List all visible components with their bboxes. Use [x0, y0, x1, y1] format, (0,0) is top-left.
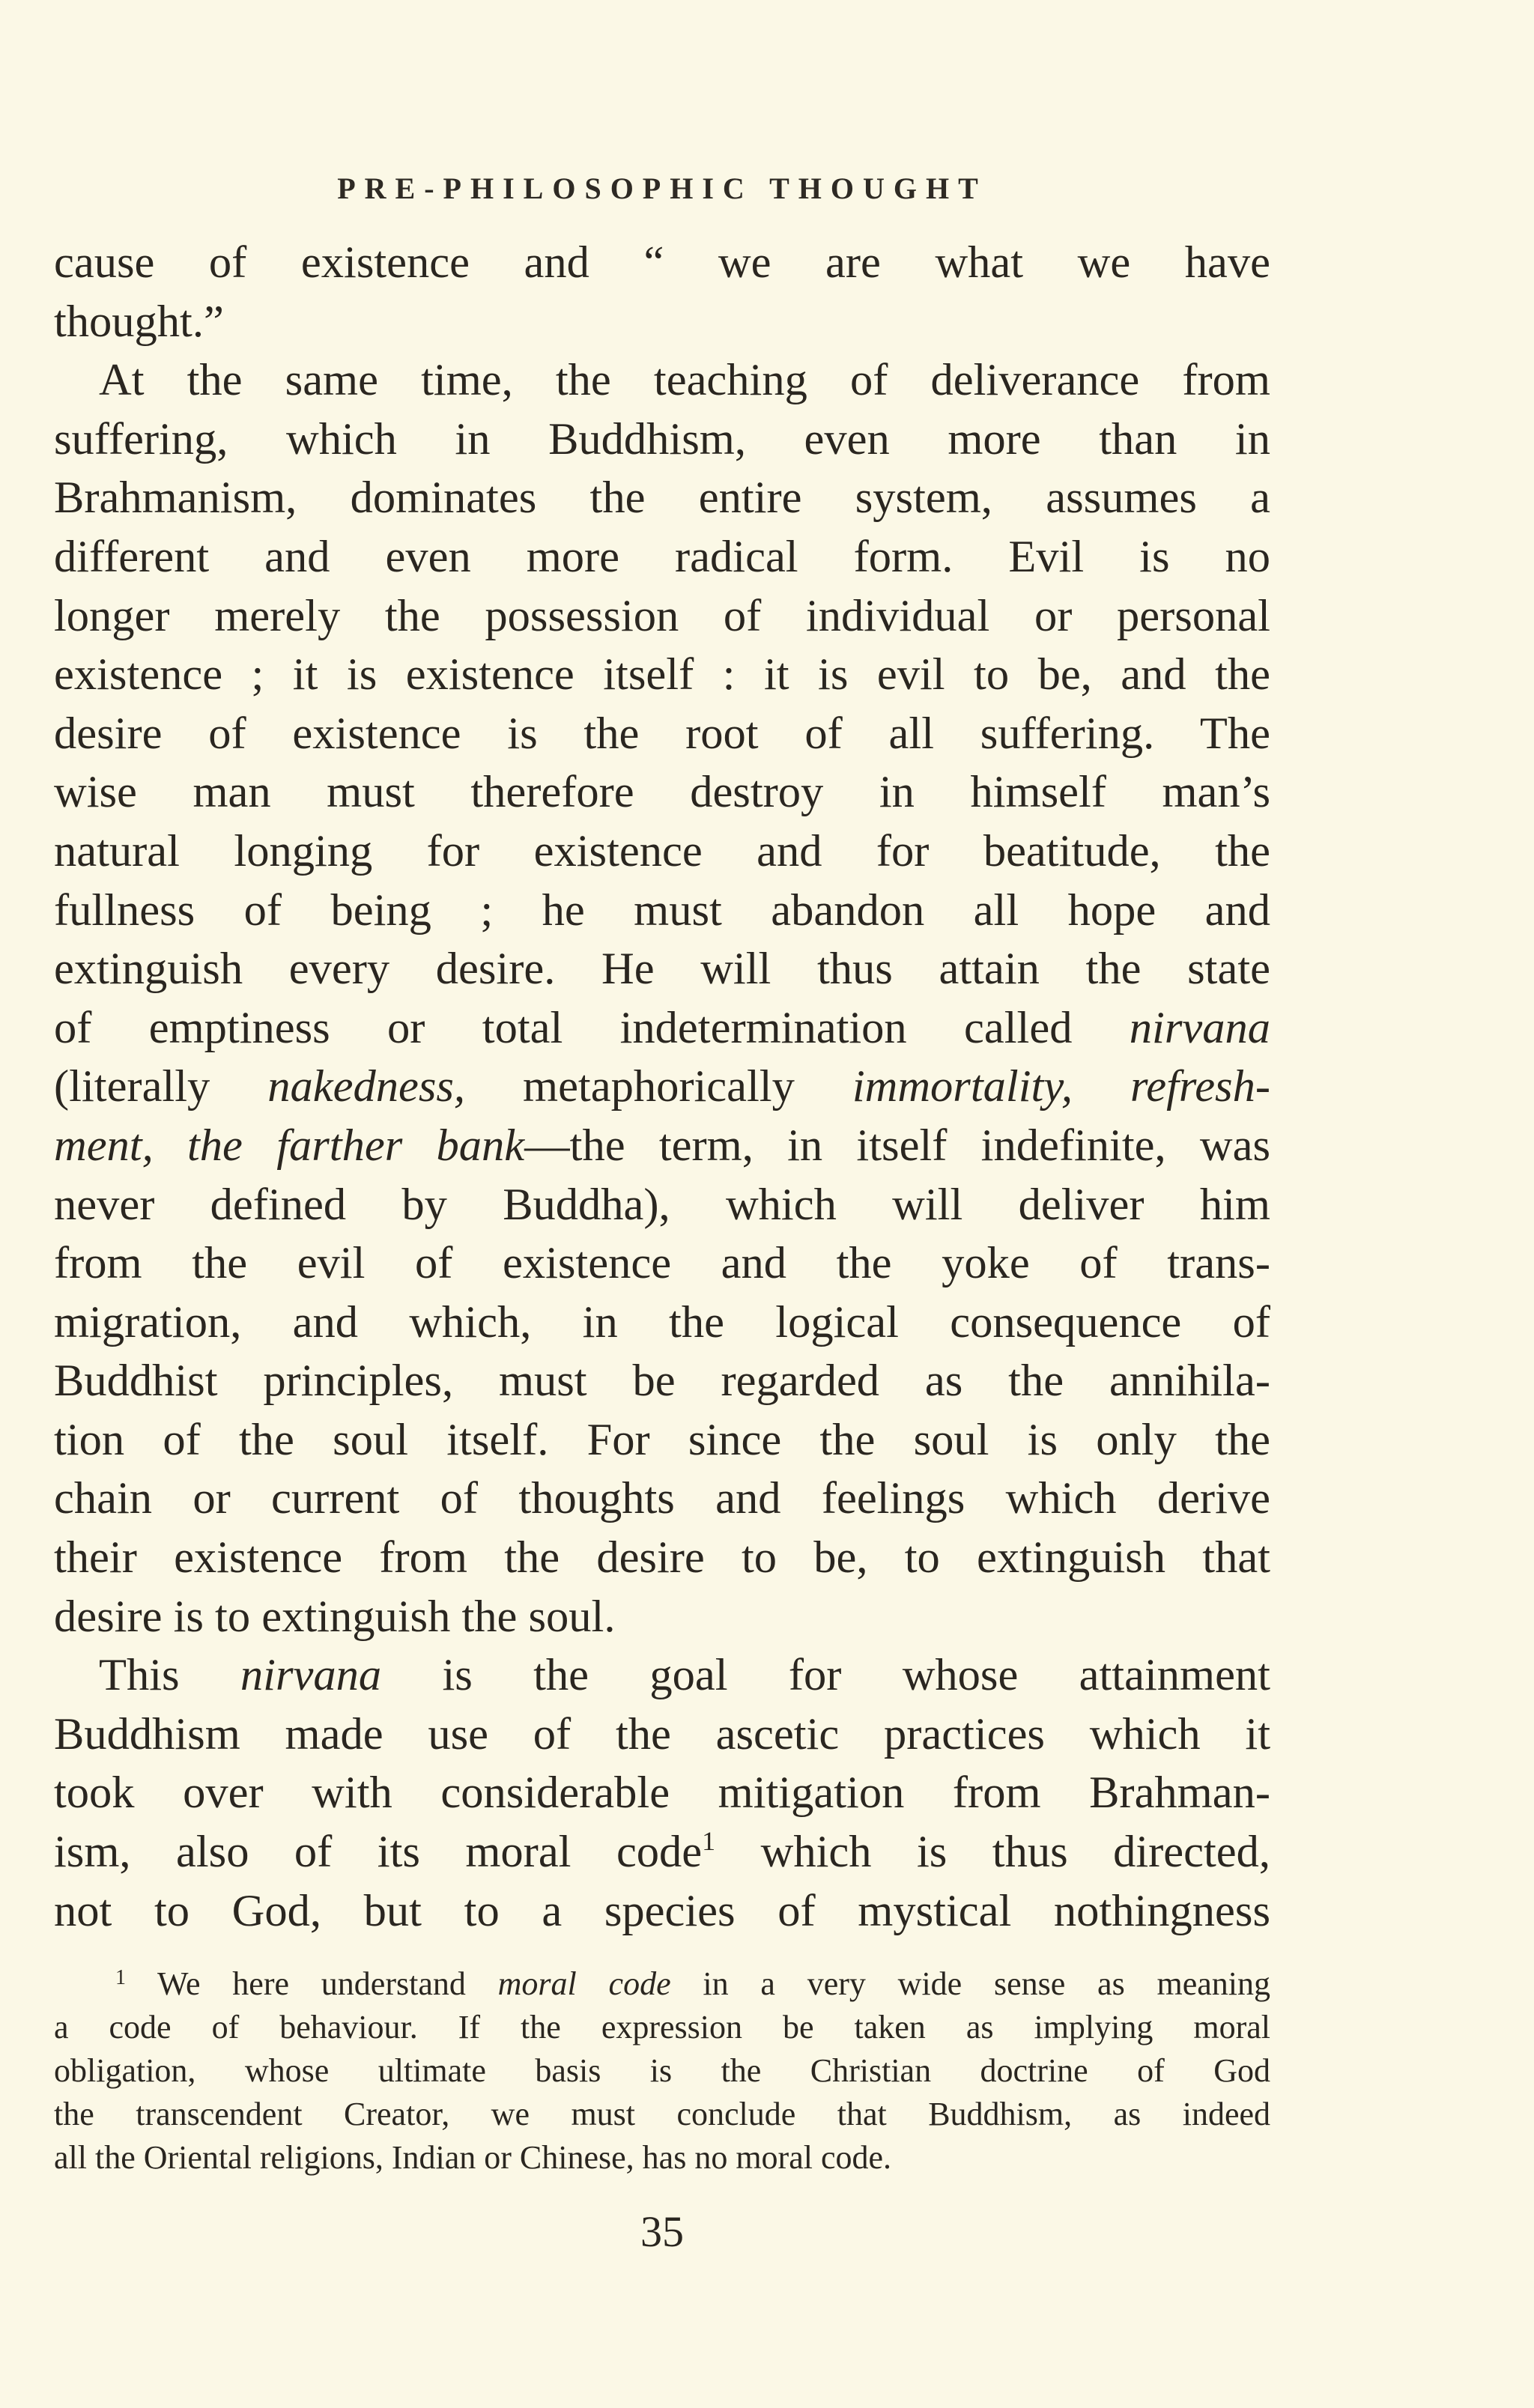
text-line: desire is to extinguish the soul. [54, 1591, 616, 1642]
text-line: existence ; it is existence itself : it is evil to be, and the [54, 649, 1270, 700]
italic-term: nirvana [1129, 1002, 1271, 1053]
text-segment: which is thus directed, [760, 1827, 1271, 1878]
text-line [54, 1823, 1270, 1882]
text-line: natural longing for existence and for beatitude, the [54, 825, 1270, 876]
paragraph-start-line: At the same time, the teaching of deliverance from [99, 355, 1270, 406]
text-segment: in a very wide sense as meaning [703, 1965, 1270, 2002]
footnote-line: obligation, whose ultimate basis is the Christian doctrine of God [54, 2052, 1270, 2089]
text-line: fullness of being ; he must abandon all hope and [54, 885, 1270, 935]
book-page [54, 0, 1270, 2408]
text-segment: We here understand [157, 1965, 466, 2002]
text-line: different and even more radical form. Evil is no [54, 531, 1270, 582]
footnote-marker: 1 [115, 1966, 126, 1989]
footnote-line: all the Oriental religions, Indian or Chinese, has no moral code. [54, 2139, 892, 2176]
text-line: Buddhism made use of the ascetic practices which it [54, 1708, 1270, 1759]
footnote-line: a code of behaviour. If the expression be taken as implying moral [54, 2009, 1270, 2045]
text-line: desire of existence is the root of all suffering. The [54, 708, 1270, 759]
text-line: longer merely the possession of individual or personal [54, 590, 1270, 641]
italic-term: nakedness, [267, 1061, 466, 1112]
footnote [54, 1962, 1270, 2180]
page-number: 35 [640, 2207, 684, 2256]
text-line [54, 1058, 1270, 1117]
text-segment: —the term, in itself indefinite, was [524, 1120, 1271, 1171]
text-line: suffering, which in Buddhism, even more than in [54, 413, 1270, 464]
text-line: not to God, but to a species of mystical nothingness [54, 1885, 1270, 1936]
text-segment: metaphorically [523, 1061, 795, 1112]
footnote-line: the transcendent Creator, we must conclude that Buddhism, as indeed [54, 2096, 1270, 2132]
text-line: never defined by Buddha), which will deliver him [54, 1179, 1270, 1230]
text-line: Brahmanism, dominates the entire system, assumes a [54, 473, 1270, 524]
text-line: migration, and which, in the logical consequence of [54, 1297, 1270, 1347]
text-line: from the evil of existence and the yoke of trans- [54, 1238, 1270, 1289]
text-line: wise man must therefore destroy in himself man’s [54, 767, 1270, 818]
text-segment: This [99, 1650, 180, 1701]
text-segment: of emptiness or total indetermination called [54, 1002, 1073, 1053]
text-line: cause of existence and “ we are what we have [54, 237, 1270, 288]
paragraph-start-line [54, 1646, 1270, 1705]
text-line: Buddhist principles, must be regarded as the annihila- [54, 1356, 1270, 1407]
running-head: PRE-PHILOSOPHIC THOUGHT [337, 172, 987, 205]
text-line: their existence from the desire to be, to extinguish that [54, 1532, 1270, 1583]
text-line: tion of the soul itself. For since the soul is only the [54, 1414, 1270, 1465]
text-segment: ism, also of its moral code [54, 1827, 703, 1878]
italic-term: moral code [497, 1965, 671, 2002]
italic-term: immortality, [852, 1061, 1073, 1112]
italic-term: refresh- [1130, 1061, 1270, 1112]
text-line [54, 999, 1270, 1058]
text-line: chain or current of thoughts and feelings which derive [54, 1473, 1270, 1524]
body-text [54, 234, 1270, 1941]
italic-term: ment, the farther bank [54, 1120, 525, 1171]
text-line [54, 1117, 1270, 1176]
text-segment: is the goal for whose attainment [442, 1650, 1270, 1701]
text-line: thought.” [54, 296, 224, 347]
footnote-line [54, 1962, 1270, 2006]
text-segment: (literally [54, 1061, 210, 1112]
text-line: extinguish every desire. He will thus attain the state [54, 944, 1270, 995]
text-line: took over with considerable mitigation from Brahman- [54, 1768, 1270, 1819]
footnote-reference: 1 [702, 1826, 716, 1857]
italic-term: nirvana [240, 1650, 382, 1701]
